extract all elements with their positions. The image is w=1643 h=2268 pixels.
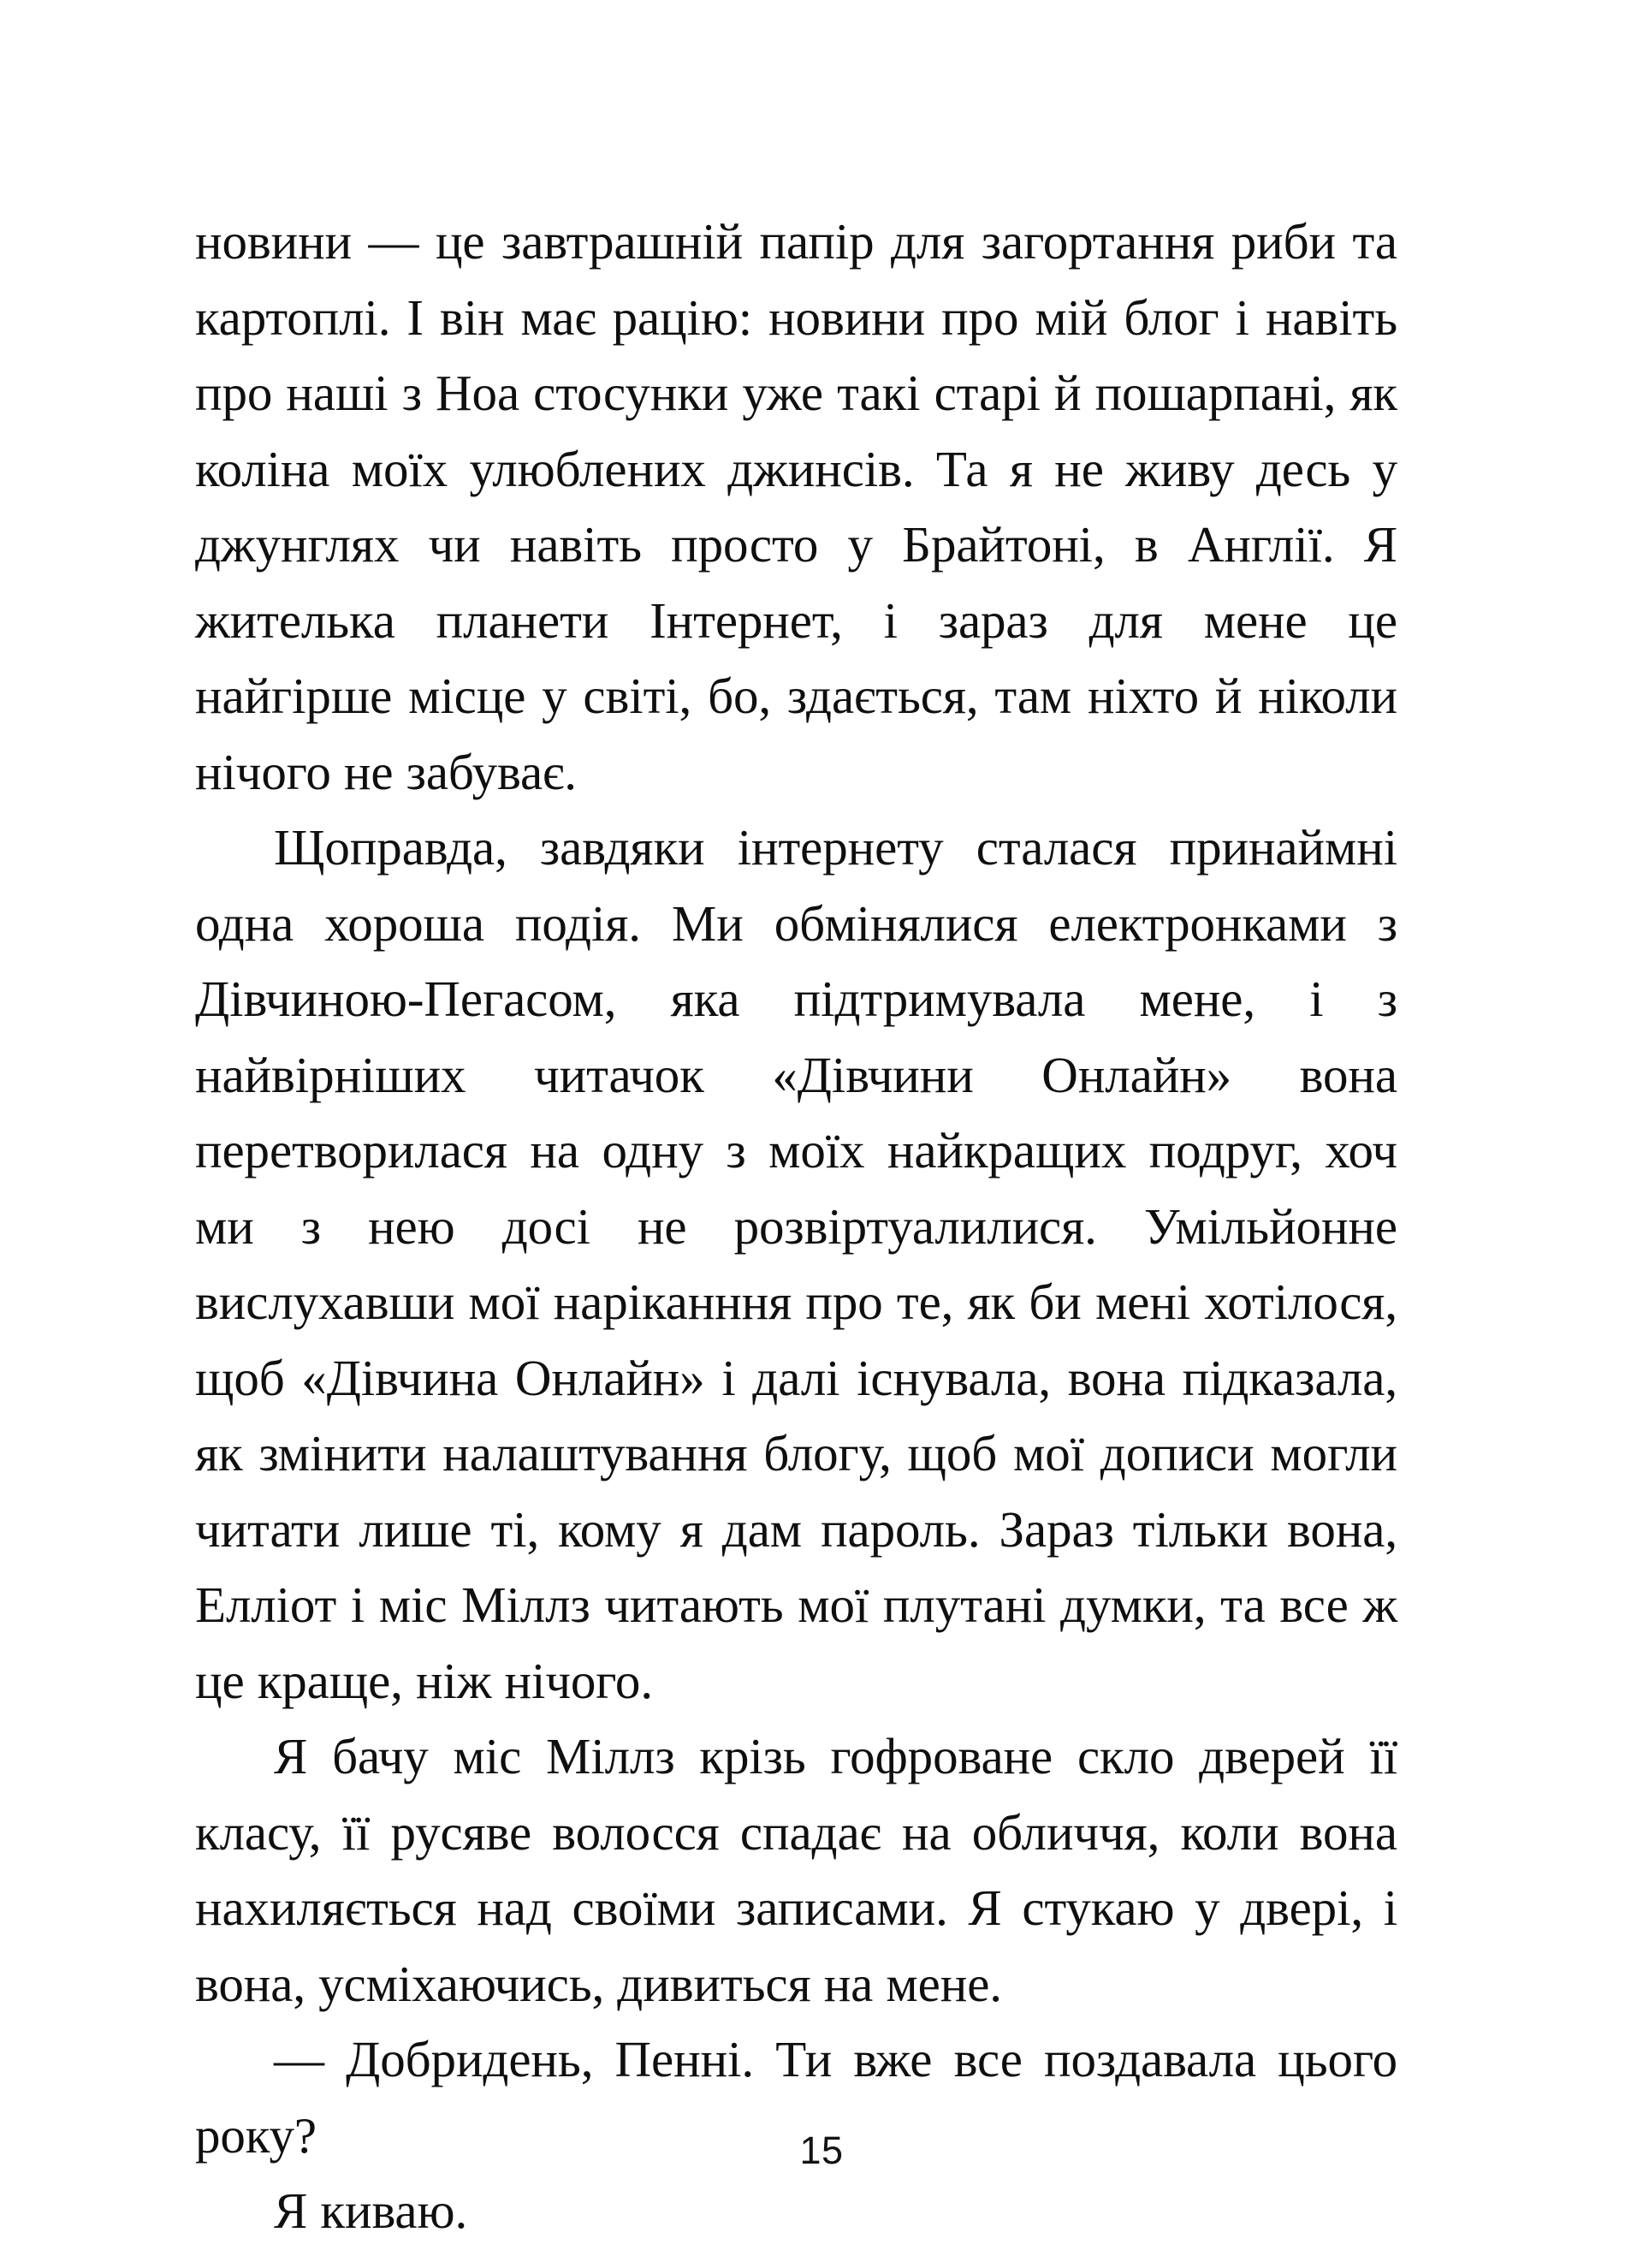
paragraph-continued: новини — це завтрашній папір для загортання риби та картоплі. І він має рацію: новини про мій блог і навіть про наші з Ноа стосунки уже такі старі й пошарпані, як коліна моїх улюблених джинсів. Та я не живу десь у джунглях чи навіть просто у Брайтоні, в Англії. Я жителька планети Інтернет, і зараз для мене це найгірше місце у світі, бо, здається, там ніхто й ніколи нічого не забуває. [195,213,1397,800]
page-number: 15 [799,2128,844,2172]
page-text-column [195,204,1397,2249]
paragraph-miss-mills: Я бачу міс Міллз крізь гофроване скло дверей її класу, її русяве волосся спадає на обличчя, коли вона нахиляється над своїми записами. Я стукаю у двері, і вона, усміхаючись, дивиться на мене. [195,1728,1397,2012]
paragraph-internet: Щоправда, завдяки інтернету сталася принаймні одна хороша подія. Ми обмінялися електронками з Дівчиною-Пегасом, яка підтримувала мене, і з найвірніших читачок «Дівчини Онлайн» вона перетворилася на одну з моїх найкращих подруг, хоч ми з нею досі не розвіртуалилися. Умільйонне вислухавши мої наріканння про те, як би мені хотілося, щоб «Дівчина Онлайн» і далі існувала, вона підказала, як змінити налаштування блогу, щоб мої дописи могли читати лише ті, кому я дам пароль. Зараз тільки вона, Елліот і міс Міллз читають мої плутані думки, та все ж це краще, ніж нічого. [195,819,1397,1709]
paragraph-dialogue-greeting: — Добридень, Пенні. Ти вже все поздавала цього року? [195,2031,1397,2164]
paragraph-nod: Я киваю. [274,2182,468,2239]
